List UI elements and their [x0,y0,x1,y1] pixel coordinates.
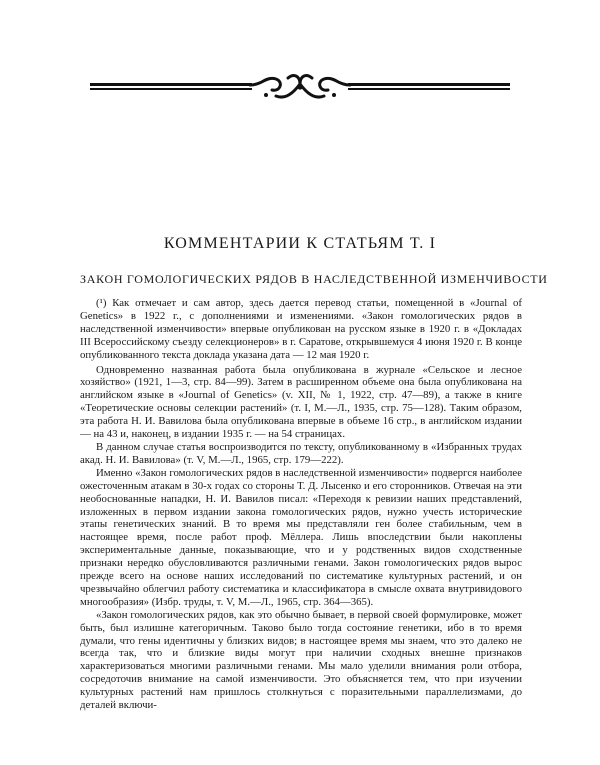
commentary-body [80,297,522,712]
paragraph: В данном случае статья воспроизводится по тексту, опубликованному в «Избранных трудах акад. Н. И. Вавилова» (т. V, М.—Л., 1965, стр. 179—222). [80,440,522,466]
article-subtitle: ЗАКОН ГОМОЛОГИЧЕСКИХ РЯДОВ В НАСЛЕДСТВЕННОЙ ИЗМЕНЧИВОСТИ [80,272,548,286]
paragraph: «Закон гомологических рядов, как это обычно бывает, в первой своей формулировке, может быть, был излишне категоричным. Таково было тогда состояние генетики, ибо в то время думали, что гены идентичны у близких видов; в настоящее время мы знаем, что это далеко не всегда так, что и близкие виды могут при наличии сходных внешне признаков характеризоваться многими различными генами. Мы мало уделили внимания роли отбора, сосредоточив внимание на самой изменчивости. Это объясняется тем, что при изучении культурных растений нам пришлось столкнуться с поразительными параллелизмами, до деталей включи- [80,608,522,712]
paragraph: Именно «Закон гомологических рядов в наследственной изменчивости» подвергся наиболее ожесточенным атакам в 30-х годах со стороны Т. Д. Лысенко и его сторонников. Отвечая на эти необоснованные нападки, Н. И. Вавилов писал: «Переходя к ревизии наших представлений, изложенных в первом издании закона гомологических рядов, нужно учесть исторические этапы генетических знаний. В то время мы представляли ген более стабильным, чем в настоящее время, после работ проф. Мёллера. Лишь впоследствии были накоплены экспериментальные данные, показывающие, что и у родственных видов сходственные признаки нередко обусловливаются различными генами. Закон гомологических рядов вырос прежде всего на основе наших исследований по систематике культурных растений, и он чрезвычайно облегчил работу систематика и классификатора в смысле охвата внутривидового многообразия» (Избр. труды, т. V, М.—Л., 1965, стр. 364—365). [80,466,522,608]
decorative-header-ornament [90,70,510,104]
page-title: КОММЕНТАРИИ К СТАТЬЯМ Т. I [163,235,437,252]
paragraph: (¹) Как отмечает и сам автор, здесь дается перевод статьи, помещенной в «Journal of Genetics» в 1922 г., с дополнениями и изменениями. «Закон гомологических рядов в наследственной изменчивости» впервые опубликован на русском языке в 1920 г. в «Докладах III Всероссийскому съезду селекционеров» в г. Саратове, открывшемуся 4 июня 1920 г. В конце опубликованного текста доклада указана дата — 12 мая 1920 г. [80,297,522,361]
paragraph: Одновременно названная работа была опубликована в журнале «Сельское и лесное хозяйство» (1921, 1—3, стр. 84—99). Затем в расширенном объеме она была опубликована на английском языке в «Journal of Genetics» (v. XII, № 1, 1922, стр. 47—89), а также в книге «Теоретические основы селекции растений» (т. I, М.—Л., 1935, стр. 75—128). Таким образом, эта работа Н. И. Вавилова была опубликована впервые в объеме 16 стр., в английском издании — на 43 и, наконец, в издании 1935 г. — на 54 страницах. [80,363,522,441]
